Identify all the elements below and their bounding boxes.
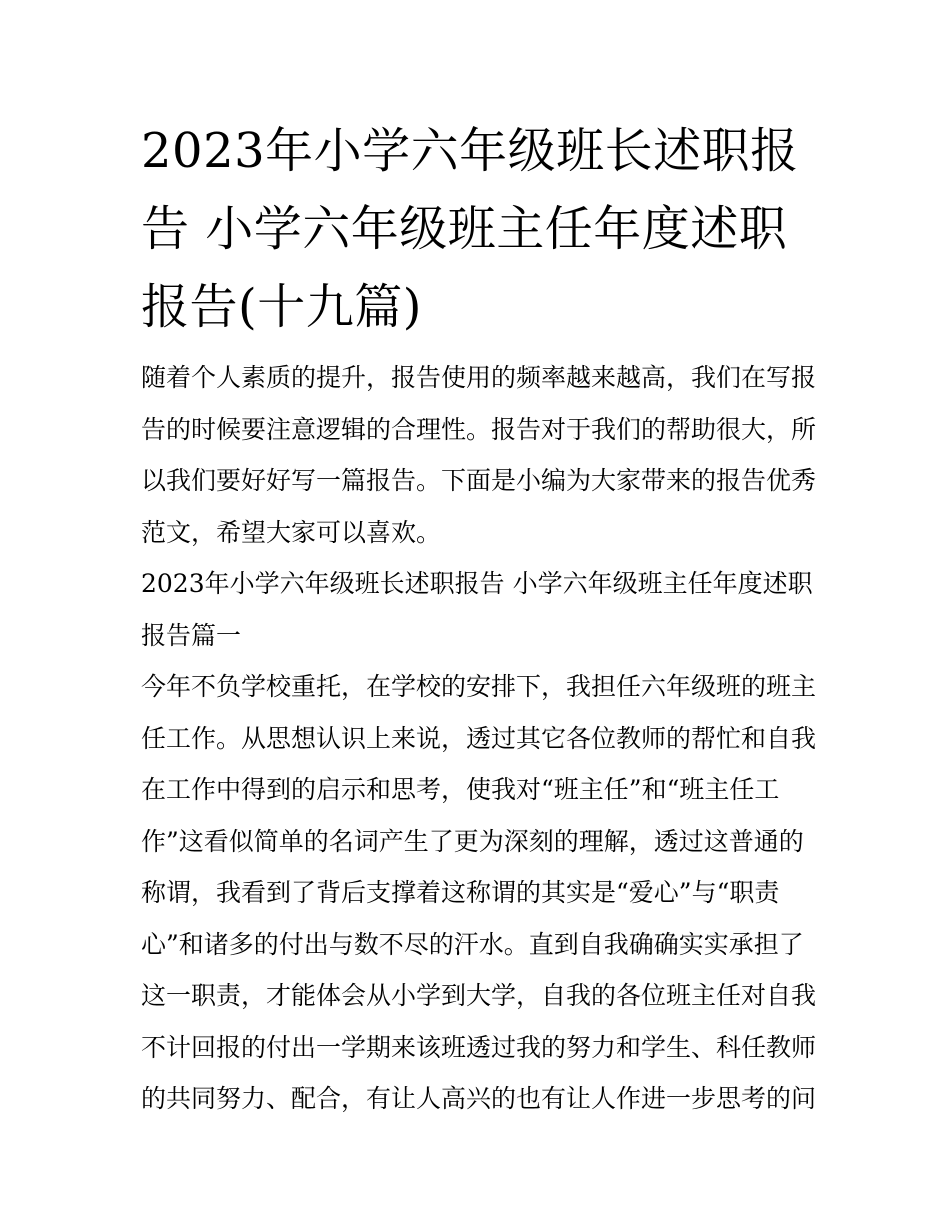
intro-line-2: 告的时候要注意逻辑的合理性。报告对于我们的帮助很大，所 [141,414,817,444]
paragraph-line-2: 任工作。从思想认识上来说，透过其它各位教师的帮忙和自我 [141,723,817,753]
paragraph-line-1: 今年不负学校重托，在学校的安排下，我担任六年级班的班主 [141,672,817,701]
section-heading-line-1: 2023年小学六年级班长述职报告 小学六年级班主任年度述职 [141,569,813,598]
title-line-1: 2023年小学六年级班长述职报 [141,123,799,179]
paragraph-line-5: 称谓，我看到了背后支撑着这称谓的其实是“爱心”与“职责 [141,878,780,907]
intro-line-3: 以我们要好好写一篇报告。下面是小编为大家带来的报告优秀 [141,466,817,495]
section-heading-line-2: 报告篇一 [141,620,242,650]
paragraph-line-9: 的共同努力、配合，有让人高兴的也有让人作进一步思考的问 [141,1084,817,1113]
paragraph-line-7: 这一职责，才能体会从小学到大学，自我的各位班主任对自我 [141,981,817,1010]
title-line-3: 报告(十九篇) [141,279,422,335]
document-title [141,112,821,346]
paragraph-line-4: 作”这看似简单的名词产生了更为深刻的理解，透过这普通的 [141,826,804,856]
intro-line-4: 范文，希望大家可以喜欢。 [141,517,442,547]
paragraph-line-3: 在工作中得到的启示和思考，使我对“班主任”和“班主任工 [141,775,780,804]
paragraph-line-8: 不计回报的付出一学期来该班透过我的努力和学生、科任教师 [141,1032,817,1062]
intro-line-1: 随着个人素质的提升，报告使用的频率越来越高，我们在写报 [141,363,817,392]
paragraph-line-6: 心”和诸多的付出与数不尽的汗水。直到自我确确实实承担了 [141,929,804,959]
title-line-2: 告 小学六年级班主任年度述职 [141,201,788,257]
document-body [141,352,821,1125]
